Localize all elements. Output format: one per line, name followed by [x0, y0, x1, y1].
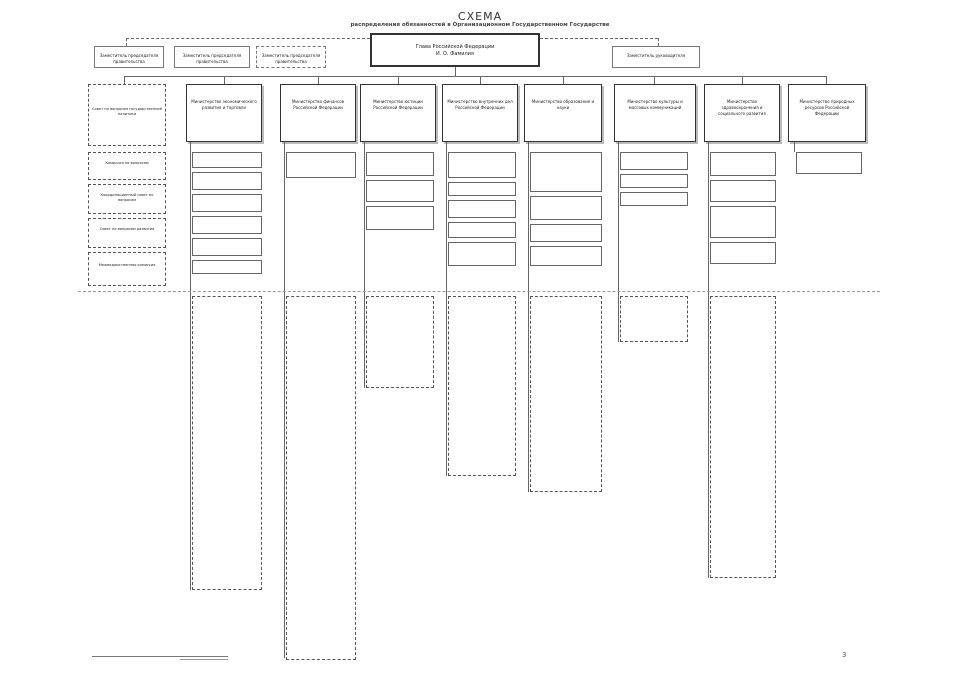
left-column-box-2 — [88, 152, 166, 180]
sub-unit — [366, 206, 434, 230]
head-box-line1: Глава Российской Федерации — [415, 44, 495, 50]
connector — [284, 142, 285, 658]
head-box — [370, 33, 540, 67]
connector — [455, 67, 456, 76]
sub-unit — [192, 152, 262, 168]
connector — [540, 38, 658, 39]
connector — [708, 142, 709, 578]
top-right-box-label: Заместитель руководителя — [626, 53, 686, 58]
signature-line — [180, 659, 228, 660]
sub-unit — [192, 260, 262, 274]
sub-unit — [530, 152, 602, 192]
left-column-box-3-label: Координационный совет по вопросам — [100, 193, 154, 202]
left-column-box-1-label: Совет по вопросам государственной политики — [92, 107, 162, 116]
department-box-5 — [524, 84, 602, 142]
sub-unit-group — [448, 296, 516, 476]
top-right-box — [612, 46, 700, 68]
department-box-8-label: Министерство природных ресурсов Российской Федерации — [799, 99, 855, 116]
sub-unit — [710, 242, 776, 264]
connector — [794, 142, 795, 152]
department-box-6 — [614, 84, 696, 142]
top-left-box-2 — [174, 46, 250, 68]
sub-unit-group — [366, 296, 434, 388]
sub-unit-group — [530, 296, 602, 492]
left-column-box-4 — [88, 218, 166, 248]
department-box-6-label: Министерство культуры и массовых коммуникаций — [627, 99, 683, 110]
department-box-7-label: Министерство здравоохранения и социального развития — [718, 99, 766, 116]
sub-unit — [530, 196, 602, 220]
connector — [742, 76, 743, 84]
connector — [528, 142, 529, 492]
sub-unit — [530, 246, 602, 266]
sub-unit — [366, 152, 434, 176]
connector — [658, 38, 659, 46]
department-box-3-label: Министерство юстиции Российской Федерации — [373, 99, 423, 110]
left-column-box-2-label: Комиссия по вопросам — [105, 161, 149, 165]
connector — [124, 76, 125, 84]
sub-unit — [530, 224, 602, 242]
sub-unit — [448, 242, 516, 266]
department-box-7 — [704, 84, 780, 142]
sub-unit-group — [286, 296, 356, 660]
sub-unit — [710, 206, 776, 238]
sub-unit — [620, 152, 688, 170]
sub-unit-group — [192, 296, 262, 590]
connector — [480, 76, 481, 84]
top-left-box-2-label: Заместитель председателя правительства — [182, 53, 242, 64]
connector — [654, 76, 655, 84]
department-box-4 — [442, 84, 518, 142]
connector — [224, 76, 225, 84]
top-left-box-1 — [94, 46, 164, 68]
connector — [398, 76, 399, 84]
sub-unit — [286, 152, 356, 178]
left-column-box-1 — [88, 84, 166, 146]
connector — [446, 142, 447, 476]
connector — [364, 142, 365, 388]
sub-unit — [192, 216, 262, 234]
left-column-box-4-label: Совет по вопросам развития — [99, 227, 155, 231]
sub-unit — [366, 180, 434, 202]
department-box-5-label: Министерство образования и науки — [531, 99, 595, 110]
sub-unit-group — [710, 296, 776, 578]
connector — [126, 38, 127, 46]
department-box-2-label: Министерство финансов Российской Федерации — [291, 99, 345, 110]
dashed-divider — [78, 291, 880, 292]
page-title: СХЕМА — [457, 10, 503, 23]
connector — [124, 76, 826, 77]
page-subtitle: распределения обязанностей в Организационном Государственном Государстве — [350, 22, 610, 28]
head-box-line2: И. О. Фамилия — [436, 51, 474, 57]
sub-unit — [448, 152, 516, 178]
department-box-1-label: Министерство экономического развития и торговли — [191, 99, 257, 110]
sub-unit — [796, 152, 862, 174]
top-left-box-1-label: Заместитель председателя правительства — [99, 53, 159, 64]
connector — [826, 76, 827, 84]
left-column-box-5 — [88, 252, 166, 286]
department-box-1 — [186, 84, 262, 142]
page-number: 3 — [842, 651, 847, 659]
sub-unit — [710, 152, 776, 176]
left-column-box-5-label: Межведомственная комиссия — [98, 263, 156, 267]
department-box-4-label: Министерство внутренних дел Российской Федерации — [447, 99, 513, 110]
sub-unit — [192, 194, 262, 212]
connector — [318, 76, 319, 84]
sub-unit — [192, 172, 262, 190]
signature-line — [92, 656, 228, 657]
top-left-box-3 — [256, 46, 326, 68]
connector — [618, 142, 619, 342]
left-column-box-3 — [88, 184, 166, 214]
sub-unit — [192, 238, 262, 256]
sub-unit-group — [620, 296, 688, 342]
sub-unit — [448, 200, 516, 218]
department-box-2 — [280, 84, 356, 142]
sub-unit — [620, 174, 688, 188]
sub-unit — [448, 182, 516, 196]
connector — [126, 38, 370, 39]
sub-unit — [620, 192, 688, 206]
top-left-box-3-label: Заместитель председателя правительства — [261, 53, 321, 64]
department-box-8 — [788, 84, 866, 142]
sub-unit — [710, 180, 776, 202]
sub-unit — [448, 222, 516, 238]
connector — [563, 76, 564, 84]
connector — [190, 142, 191, 590]
department-box-3 — [360, 84, 436, 142]
